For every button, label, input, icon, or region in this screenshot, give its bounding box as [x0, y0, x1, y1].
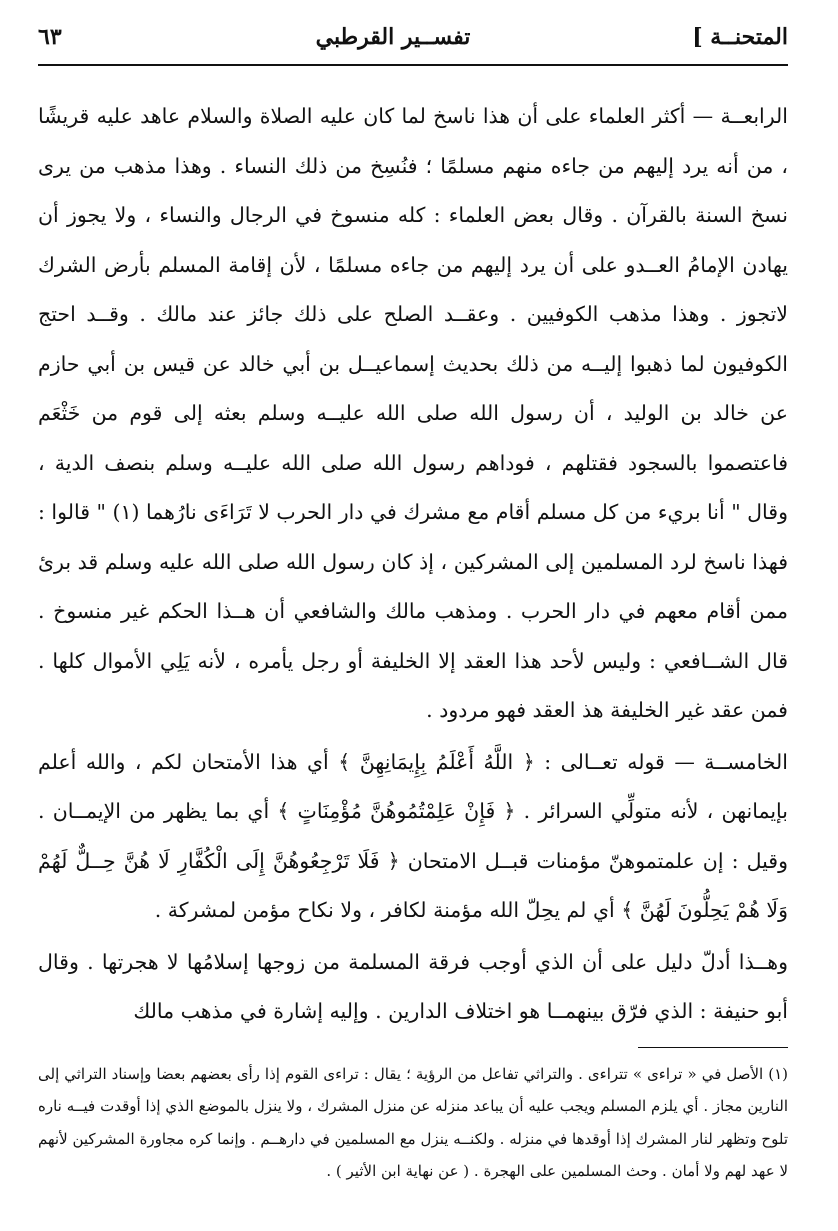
main-text: [38, 92, 788, 1037]
header-rule: [38, 64, 788, 66]
paragraph-sixth: وهــذا أدلّ دليل على أن الذي أوجب فرقة المسلمة من زوجها إسلامُها لا هجرتها . وقال أبو حنيفة : الذي فرّق بينهمــا هو اختلاف الدارين . وإليه إشارة في مذهب مالك: [38, 949, 788, 1023]
book-title: تفســير القرطبي: [315, 24, 471, 50]
paragraph-fourth: الرابعــة — أكثر العلماء على أن هذا ناسخ لما كان عليه الصلاة والسلام عاهد عليه قريشًا ، من أنه يرد إليهم من جاءه منهم مسلمًا ؛ فنُسِخ من ذلك النساء . وهذا مذهب من يرى نسخ السنة بالقرآن . وقال بعض العلماء : كله منسوخ في الرجال والنساء ، ولا يجوز أن يهادن الإمامُ العــدو على أن يرد إليهم من جاءه مسلمًا ، لأن إقامة المسلم بأرض الشرك لاتجوز . وهذا مذهب الكوفيين . وعقــد الصلح على ذلك جائز عند مالك . وقــد احتج الكوفيون لما ذهبوا إليــه من ذلك بحديث إسماعيــل بن أبي خالد عن قيس بن أبي حازم عن خالد بن الوليد ، أن رسول الله صلى الله عليــه وسلم بعثه إلى قوم من خَثْعَم فاعتصموا بالسجود فقتلهم ، فوداهم رسول الله صلى الله عليــه وسلم بنصف الدية ، وقال " أنا بريء من كل مسلم أقام مع مشرك في دار الحرب لا تَرَاءَى نارُهما (١) " قالوا : فهذا ناسخ لرد المسلمين إلى المشركين ، إذ كان رسول الله صلى الله عليه وسلم قد برئ ممن أقام معهم في دار الحرب . ومذهب مالك والشافعي أن هــذا الحكم غير منسوخ . قال الشــافعي : وليس لأحد هذا العقد إلا الخليفة أو رجل يأمره ، لأنه يَلِي الأموال كلها . فمن عقد غير الخليفة هذ العقد فهو مردود .: [38, 104, 788, 722]
page-number: ٦٣: [38, 24, 62, 50]
footnote-rule: [638, 1047, 788, 1048]
page-header: [38, 16, 788, 58]
chapter-name: المتحنــة ]: [692, 24, 788, 50]
paragraph-fifth: الخامســة — قوله تعــالى : ﴿ اللَّهُ أَعْلَمُ بِإِيمَانِهِنَّ ﴾ أي هذا الأمتحان لكم ، والله أعلم بإيمانهن ، لأنه متولِّي السرائر . ﴿ فَإِنْ عَلِمْتُمُوهُنَّ مُؤْمِنَاتٍ ﴾ أي بما يظهر من الإيمــان . وقيل : إن علمتموهنّ مؤمنات قبــل الامتحان ﴿ فَلَا تَرْجِعُوهُنَّ إِلَى الْكُفَّارِ لَا هُنَّ حِــلٌّ لَهُمْ وَلَا هُمْ يَحِلُّونَ لَهُنَّ ﴾ أي لم يحِلّ الله مؤمنة لكافر ، ولا نكاح مؤمن لمشركة .: [38, 749, 788, 922]
footnotes: [38, 1058, 788, 1188]
footnote-1: (١) الأصل في « تراءى » تتراءى . والتراثي تفاعل من الرؤية ؛ يقال : تراءى القوم إذا رأى بعضهم بعضا وإسناد التراثي إلى النارين مجاز . أي يلزم المسلم ويجب عليه أن يباعد منزله عن منزل المشرك ، ولا ينزل بالموضع الذي إذا أوقدت فيــه ناره تلوح وتظهر لنار المشرك إذا أوقدها في منزله . ولكنــه ينزل مع المسلمين في دارهــم . وإنما كره مجاورة المشركين لأنهم لا عهد لهم ولا أمان . وحث المسلمين على الهجرة . ( عن نهاية ابن الأثير ) .: [38, 1064, 788, 1180]
